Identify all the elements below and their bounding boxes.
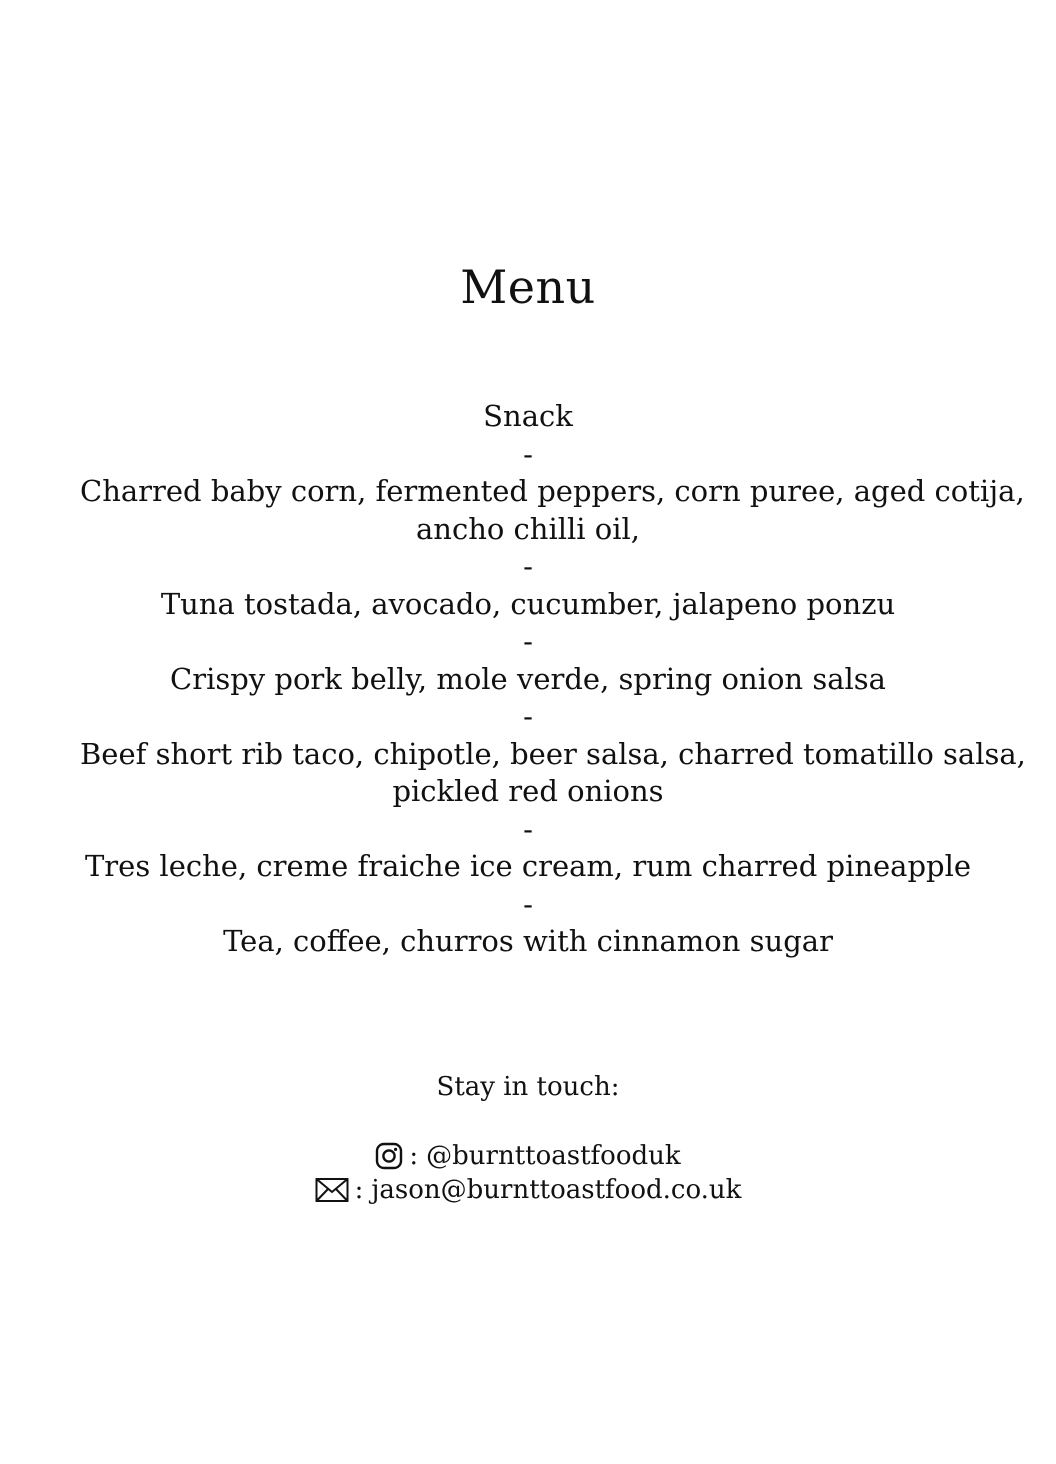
menu-line-tuna: Tuna tostada, avocado, cucumber, jalapeno ponzu: [160, 586, 896, 621]
menu-line-tea-coffee: Tea, coffee, churros with cinnamon sugar: [223, 924, 833, 958]
menu-divider: -: [523, 436, 533, 471]
menu-line-corn-continued: ancho chilli oil,: [415, 511, 641, 546]
instagram-icon: [375, 1142, 403, 1170]
envelope-icon: [315, 1177, 349, 1203]
instagram-handle[interactable]: @burnttoastfooduk: [426, 1141, 681, 1171]
menu-line-corn: Charred baby corn, fermented peppers, corn puree, aged cotija,: [80, 474, 1025, 508]
menu-line-beef-continued: pickled red onions: [392, 774, 664, 808]
menu-line-pork: Crispy pork belly, mole verde, spring onion salsa: [170, 661, 886, 696]
email-contact[interactable]: [0, 1173, 1056, 1207]
menu-divider: -: [523, 699, 533, 733]
menu-divider: -: [523, 624, 533, 658]
email-separator: :: [354, 1175, 364, 1205]
page-title: Menu: [460, 260, 596, 314]
email-address[interactable]: jason@burnttoastfood.co.uk: [371, 1175, 742, 1205]
menu-line-tres-leche: Tres leche, creme fraiche ice cream, rum charred pineapple: [84, 849, 972, 883]
menu-line-snack-heading: Snack: [483, 399, 573, 433]
instagram-separator: :: [409, 1141, 419, 1171]
menu-list: [80, 398, 1026, 961]
menu-divider: -: [523, 811, 533, 846]
instagram-contact[interactable]: [0, 1139, 1056, 1173]
menu-line-beef: Beef short rib taco, chipotle, beer salsa, charred tomatillo salsa,: [80, 736, 1026, 771]
menu-divider: -: [523, 549, 533, 583]
contact-heading: Stay in touch:: [436, 1072, 620, 1102]
menu-divider: -: [523, 886, 533, 921]
